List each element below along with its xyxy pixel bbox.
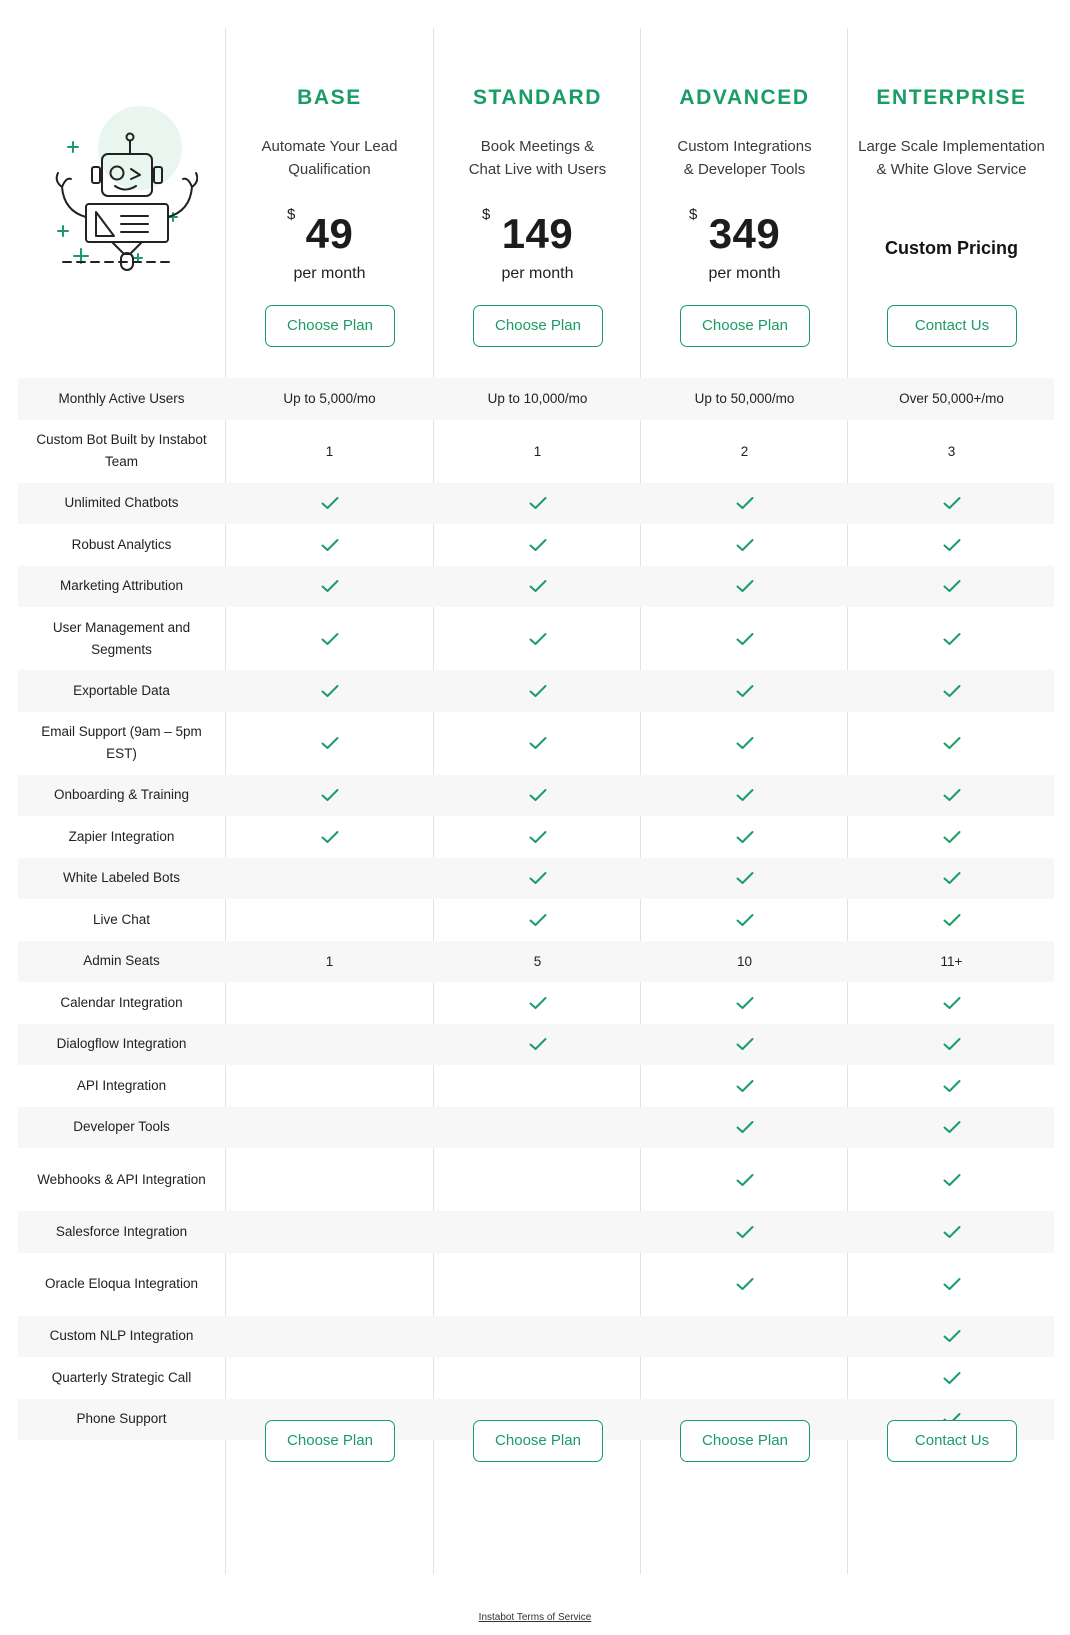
included-check-icon: [641, 816, 848, 858]
feature-row-onboarding-training: [18, 775, 1054, 817]
included-check-icon: [641, 670, 848, 712]
plan-name: BASE: [297, 86, 362, 109]
feature-value: 1: [325, 953, 334, 969]
included-check-icon: [848, 775, 1055, 817]
included-check-icon: [641, 1065, 848, 1107]
included-check-icon: [434, 524, 641, 566]
empty-cell: [434, 1316, 641, 1358]
plan-price: [226, 206, 433, 262]
terms-of-service-link[interactable]: Instabot Terms of Service: [478, 1612, 592, 1623]
currency-symbol: $: [287, 206, 296, 223]
price-amount: 49: [305, 210, 354, 257]
feature-label: Unlimited Chatbots: [64, 495, 179, 511]
included-check-icon: [434, 775, 641, 817]
included-check-icon: [226, 524, 433, 566]
feature-row-user-management-and-segments: [18, 607, 1054, 670]
feature-label: Quarterly Strategic Call: [51, 1369, 192, 1385]
included-check-icon: [641, 775, 848, 817]
plan-name: STANDARD: [472, 86, 603, 109]
feature-row-email-support-9am-5pm-est: [18, 712, 1054, 775]
included-check-icon: [434, 670, 641, 712]
included-check-icon: [848, 483, 1055, 525]
billing-period: per month: [293, 265, 366, 282]
plan-header-base: [226, 0, 433, 360]
included-check-icon: [226, 566, 433, 608]
included-check-icon: [641, 1148, 848, 1211]
included-check-icon: [641, 566, 848, 608]
plan-price: [641, 206, 848, 262]
plan-name: ENTERPRISE: [876, 86, 1027, 109]
feature-row-webhooks-api-integration: [18, 1148, 1054, 1211]
feature-label: White Labeled Bots: [62, 870, 181, 886]
feature-row-live-chat: [18, 899, 1054, 941]
included-check-icon: [226, 816, 433, 858]
feature-value: 1: [325, 443, 334, 459]
currency-symbol: $: [482, 206, 491, 223]
feature-value: Up to 10,000/mo: [487, 391, 588, 407]
included-check-icon: [848, 607, 1055, 670]
currency-symbol: $: [689, 206, 698, 223]
included-check-icon: [848, 1107, 1055, 1149]
feature-row-api-integration: [18, 1065, 1054, 1107]
feature-label: Calendar Integration: [60, 994, 183, 1010]
empty-cell: [641, 1316, 848, 1358]
included-check-icon: [848, 858, 1055, 900]
empty-cell: [226, 1065, 433, 1107]
empty-cell: [226, 982, 433, 1024]
price-amount: 149: [501, 210, 574, 257]
feature-value: Up to 50,000/mo: [694, 391, 795, 407]
feature-value: 1: [533, 443, 542, 459]
choose-plan-button-bottom[interactable]: Choose Plan: [265, 1420, 395, 1462]
feature-label: Oracle Eloqua Integration: [44, 1276, 199, 1291]
included-check-icon: [848, 1024, 1055, 1066]
feature-label: Onboarding & Training: [53, 787, 190, 803]
included-check-icon: [848, 982, 1055, 1024]
feature-value: 11+: [940, 953, 963, 969]
feature-label: Custom Bot Built by Instabot Team: [36, 432, 207, 469]
included-check-icon: [848, 899, 1055, 941]
feature-row-dialogflow-integration: [18, 1024, 1054, 1066]
empty-cell: [226, 1148, 433, 1211]
empty-cell: [226, 1107, 433, 1149]
feature-label: Admin Seats: [83, 953, 160, 969]
plan-description: Large Scale Implementation & White Glove Service: [858, 138, 1045, 178]
included-check-icon: [434, 899, 641, 941]
feature-value: Up to 5,000/mo: [283, 391, 376, 407]
included-check-icon: [641, 483, 848, 525]
included-check-icon: [641, 1024, 848, 1066]
empty-cell: [226, 858, 433, 900]
included-check-icon: [434, 982, 641, 1024]
feature-label: User Management and Segments: [52, 619, 191, 657]
included-check-icon: [641, 1107, 848, 1149]
plan-description: Book Meetings & Chat Live with Users: [468, 138, 607, 178]
included-check-icon: [641, 712, 848, 775]
plan-name: ADVANCED: [679, 86, 810, 109]
feature-row-monthly-active-users: [18, 378, 1054, 420]
included-check-icon: [848, 712, 1055, 775]
empty-cell: [434, 1148, 641, 1211]
included-check-icon: [434, 712, 641, 775]
included-check-icon: [848, 1065, 1055, 1107]
feature-label: API Integration: [76, 1077, 167, 1093]
feature-label: Marketing Attribution: [59, 578, 184, 594]
included-check-icon: [226, 775, 433, 817]
included-check-icon: [848, 1357, 1055, 1399]
plan-price: [434, 206, 641, 262]
empty-cell: [434, 1253, 641, 1316]
feature-row-robust-analytics: [18, 524, 1054, 566]
included-check-icon: [434, 1024, 641, 1066]
feature-row-marketing-attribution: [18, 566, 1054, 608]
feature-label: Email Support (9am – 5pm EST): [41, 724, 202, 761]
choose-plan-button-bottom[interactable]: Choose Plan: [680, 1420, 810, 1462]
feature-row-developer-tools: [18, 1107, 1054, 1149]
plan-header-standard: [434, 0, 641, 360]
feature-label: Live Chat: [92, 911, 151, 927]
feature-label: Salesforce Integration: [55, 1223, 188, 1239]
empty-cell: [641, 1357, 848, 1399]
empty-cell: [226, 1024, 433, 1066]
included-check-icon: [434, 607, 641, 670]
included-check-icon: [848, 1316, 1055, 1358]
empty-cell: [226, 1316, 433, 1358]
feature-label: Custom NLP Integration: [49, 1328, 194, 1344]
included-check-icon: [226, 670, 433, 712]
feature-row-oracle-eloqua-integration: [18, 1253, 1054, 1316]
included-check-icon: [641, 1211, 848, 1253]
included-check-icon: [226, 607, 433, 670]
empty-cell: [434, 1211, 641, 1253]
feature-value: 2: [740, 443, 749, 459]
included-check-icon: [434, 816, 641, 858]
empty-cell: [226, 1357, 433, 1399]
feature-row-zapier-integration: [18, 816, 1054, 858]
feature-row-white-labeled-bots: [18, 858, 1054, 900]
custom-pricing-label: Custom Pricing: [884, 238, 1018, 258]
feature-value: 3: [947, 443, 956, 459]
included-check-icon: [848, 1253, 1055, 1316]
plan-header-advanced: [641, 0, 848, 360]
feature-label: Exportable Data: [73, 682, 170, 698]
empty-cell: [434, 1065, 641, 1107]
included-check-icon: [848, 1211, 1055, 1253]
feature-value: Over 50,000+/mo: [899, 391, 1004, 407]
billing-period: per month: [501, 265, 574, 282]
included-check-icon: [848, 524, 1055, 566]
included-check-icon: [848, 566, 1055, 608]
plan-header-enterprise: [848, 0, 1055, 360]
included-check-icon: [434, 566, 641, 608]
feature-label: Robust Analytics: [71, 536, 172, 552]
feature-label: Webhooks & API Integration: [37, 1171, 206, 1187]
empty-cell: [226, 1211, 433, 1253]
empty-cell: [434, 1107, 641, 1149]
included-check-icon: [434, 483, 641, 525]
plan-description: Custom Integrations & Developer Tools: [677, 138, 812, 178]
feature-label: Phone Support: [76, 1411, 167, 1427]
included-check-icon: [641, 899, 848, 941]
included-check-icon: [641, 858, 848, 900]
feature-row-custom-bot-built-by-instabot-team: [18, 420, 1054, 483]
feature-row-salesforce-integration: [18, 1211, 1054, 1253]
feature-row-admin-seats: [18, 941, 1054, 983]
feature-row-custom-nlp-integration: [18, 1316, 1054, 1358]
feature-label: Developer Tools: [73, 1119, 170, 1135]
feature-row-calendar-integration: [18, 982, 1054, 1024]
feature-row-quarterly-strategic-call: [18, 1357, 1054, 1399]
included-check-icon: [848, 816, 1055, 858]
price-amount: 349: [708, 210, 781, 257]
feature-label: Zapier Integration: [68, 828, 175, 844]
included-check-icon: [641, 607, 848, 670]
choose-plan-button[interactable]: Choose Plan: [473, 305, 603, 347]
feature-row-exportable-data: [18, 670, 1054, 712]
billing-period: per month: [708, 265, 781, 282]
feature-value: 10: [736, 953, 753, 969]
plan-description: Automate Your Lead Qualification: [261, 138, 398, 178]
empty-cell: [226, 1253, 433, 1316]
included-check-icon: [848, 670, 1055, 712]
feature-label: Monthly Active Users: [58, 390, 185, 406]
contact-us-button[interactable]: Contact Us: [887, 305, 1017, 347]
included-check-icon: [226, 712, 433, 775]
feature-label: Dialogflow Integration: [56, 1036, 187, 1052]
included-check-icon: [641, 524, 848, 566]
included-check-icon: [848, 1148, 1055, 1211]
included-check-icon: [226, 483, 433, 525]
feature-value: 5: [533, 953, 542, 969]
feature-row-unlimited-chatbots: [18, 483, 1054, 525]
choose-plan-button[interactable]: Choose Plan: [265, 305, 395, 347]
empty-cell: [434, 1357, 641, 1399]
choose-plan-button-bottom[interactable]: Choose Plan: [473, 1420, 603, 1462]
included-check-icon: [434, 858, 641, 900]
empty-cell: [226, 899, 433, 941]
robot-mascot-icon: [48, 103, 198, 283]
contact-us-button-bottom[interactable]: Contact Us: [887, 1420, 1017, 1462]
included-check-icon: [641, 1253, 848, 1316]
choose-plan-button[interactable]: Choose Plan: [680, 305, 810, 347]
included-check-icon: [641, 982, 848, 1024]
